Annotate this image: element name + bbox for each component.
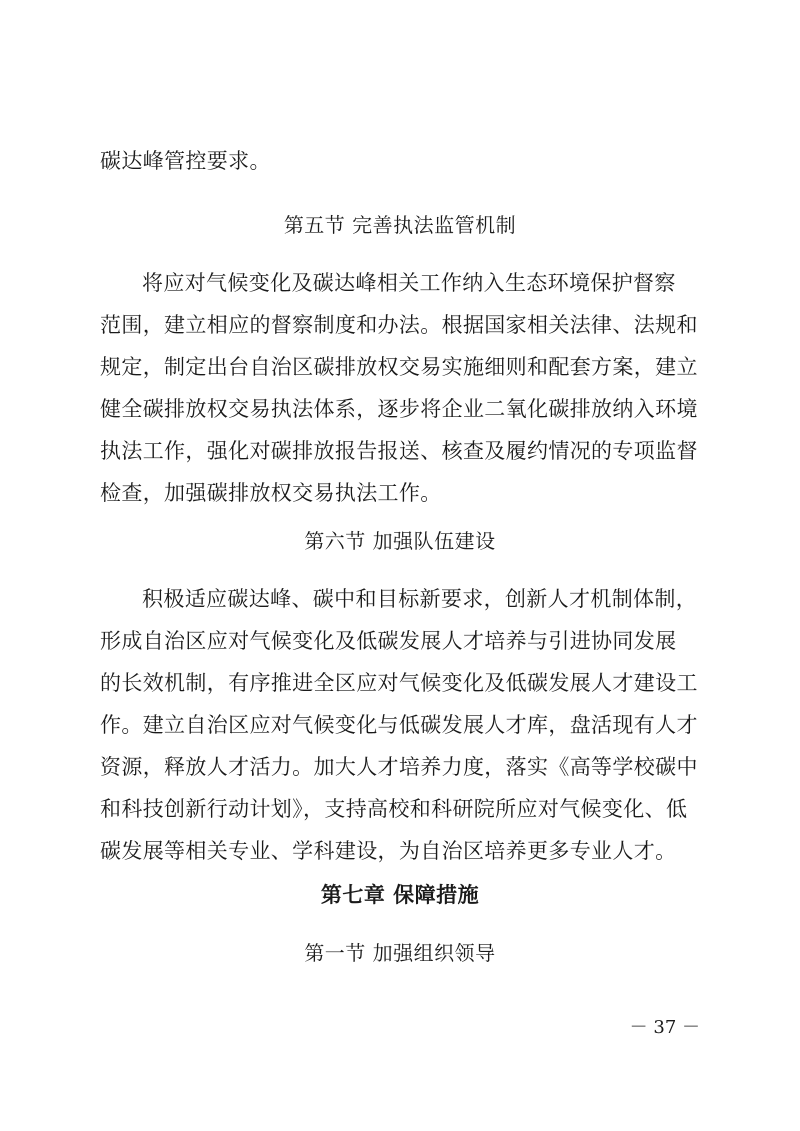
- paragraph-line: 形成自治区应对气候变化及低碳发展人才培养与引进协同发展: [100, 629, 677, 653]
- chapter-heading-7: 第七章 保障措施: [320, 883, 480, 907]
- paragraph-line: 范围，建立相应的督察制度和办法。根据国家相关法律、法规和: [100, 313, 698, 337]
- section-heading-6: 第六节 加强队伍建设: [304, 529, 496, 553]
- paragraph-line: 检查，加强碳排放权交易执法工作。: [100, 481, 442, 505]
- paragraph-line: 作。建立自治区应对气候变化与低碳发展人才库，盘活现有人才: [100, 713, 698, 737]
- section-heading-5: 第五节 完善执法监管机制: [283, 213, 517, 237]
- paragraph-line: 规定，制定出台自治区碳排放权交易实施细则和配套方案，建立: [100, 355, 698, 379]
- paragraph-line: 的长效机制，有序推进全区应对气候变化及低碳发展人才建设工: [100, 671, 698, 695]
- paragraph-line: 执法工作，强化对碳排放报告报送、核查及履约情况的专项监督: [100, 439, 698, 463]
- paragraph-line: 和科技创新行动计划》，支持高校和科研院所应对气候变化、低: [100, 797, 688, 821]
- paragraph-line: 积极适应碳达峰、碳中和目标新要求，创新人才机制体制，: [142, 587, 698, 611]
- page-number: － 37 －: [629, 1017, 700, 1038]
- section-heading-1: 第一节 加强组织领导: [304, 941, 496, 965]
- paragraph-line: 健全碳排放权交易执法体系，逐步将企业二氧化碳排放纳入环境: [100, 397, 698, 421]
- paragraph-line: 资源，释放人才活力。加大人才培养力度，落实《高等学校碳中: [100, 755, 698, 779]
- paragraph-line: 碳发展等相关专业、学科建设，为自治区培养更多专业人才。: [100, 839, 677, 863]
- paragraph-line: 将应对气候变化及碳达峰相关工作纳入生态环境保护督察: [142, 271, 676, 295]
- continuation-line: 碳达峰管控要求。: [100, 149, 271, 173]
